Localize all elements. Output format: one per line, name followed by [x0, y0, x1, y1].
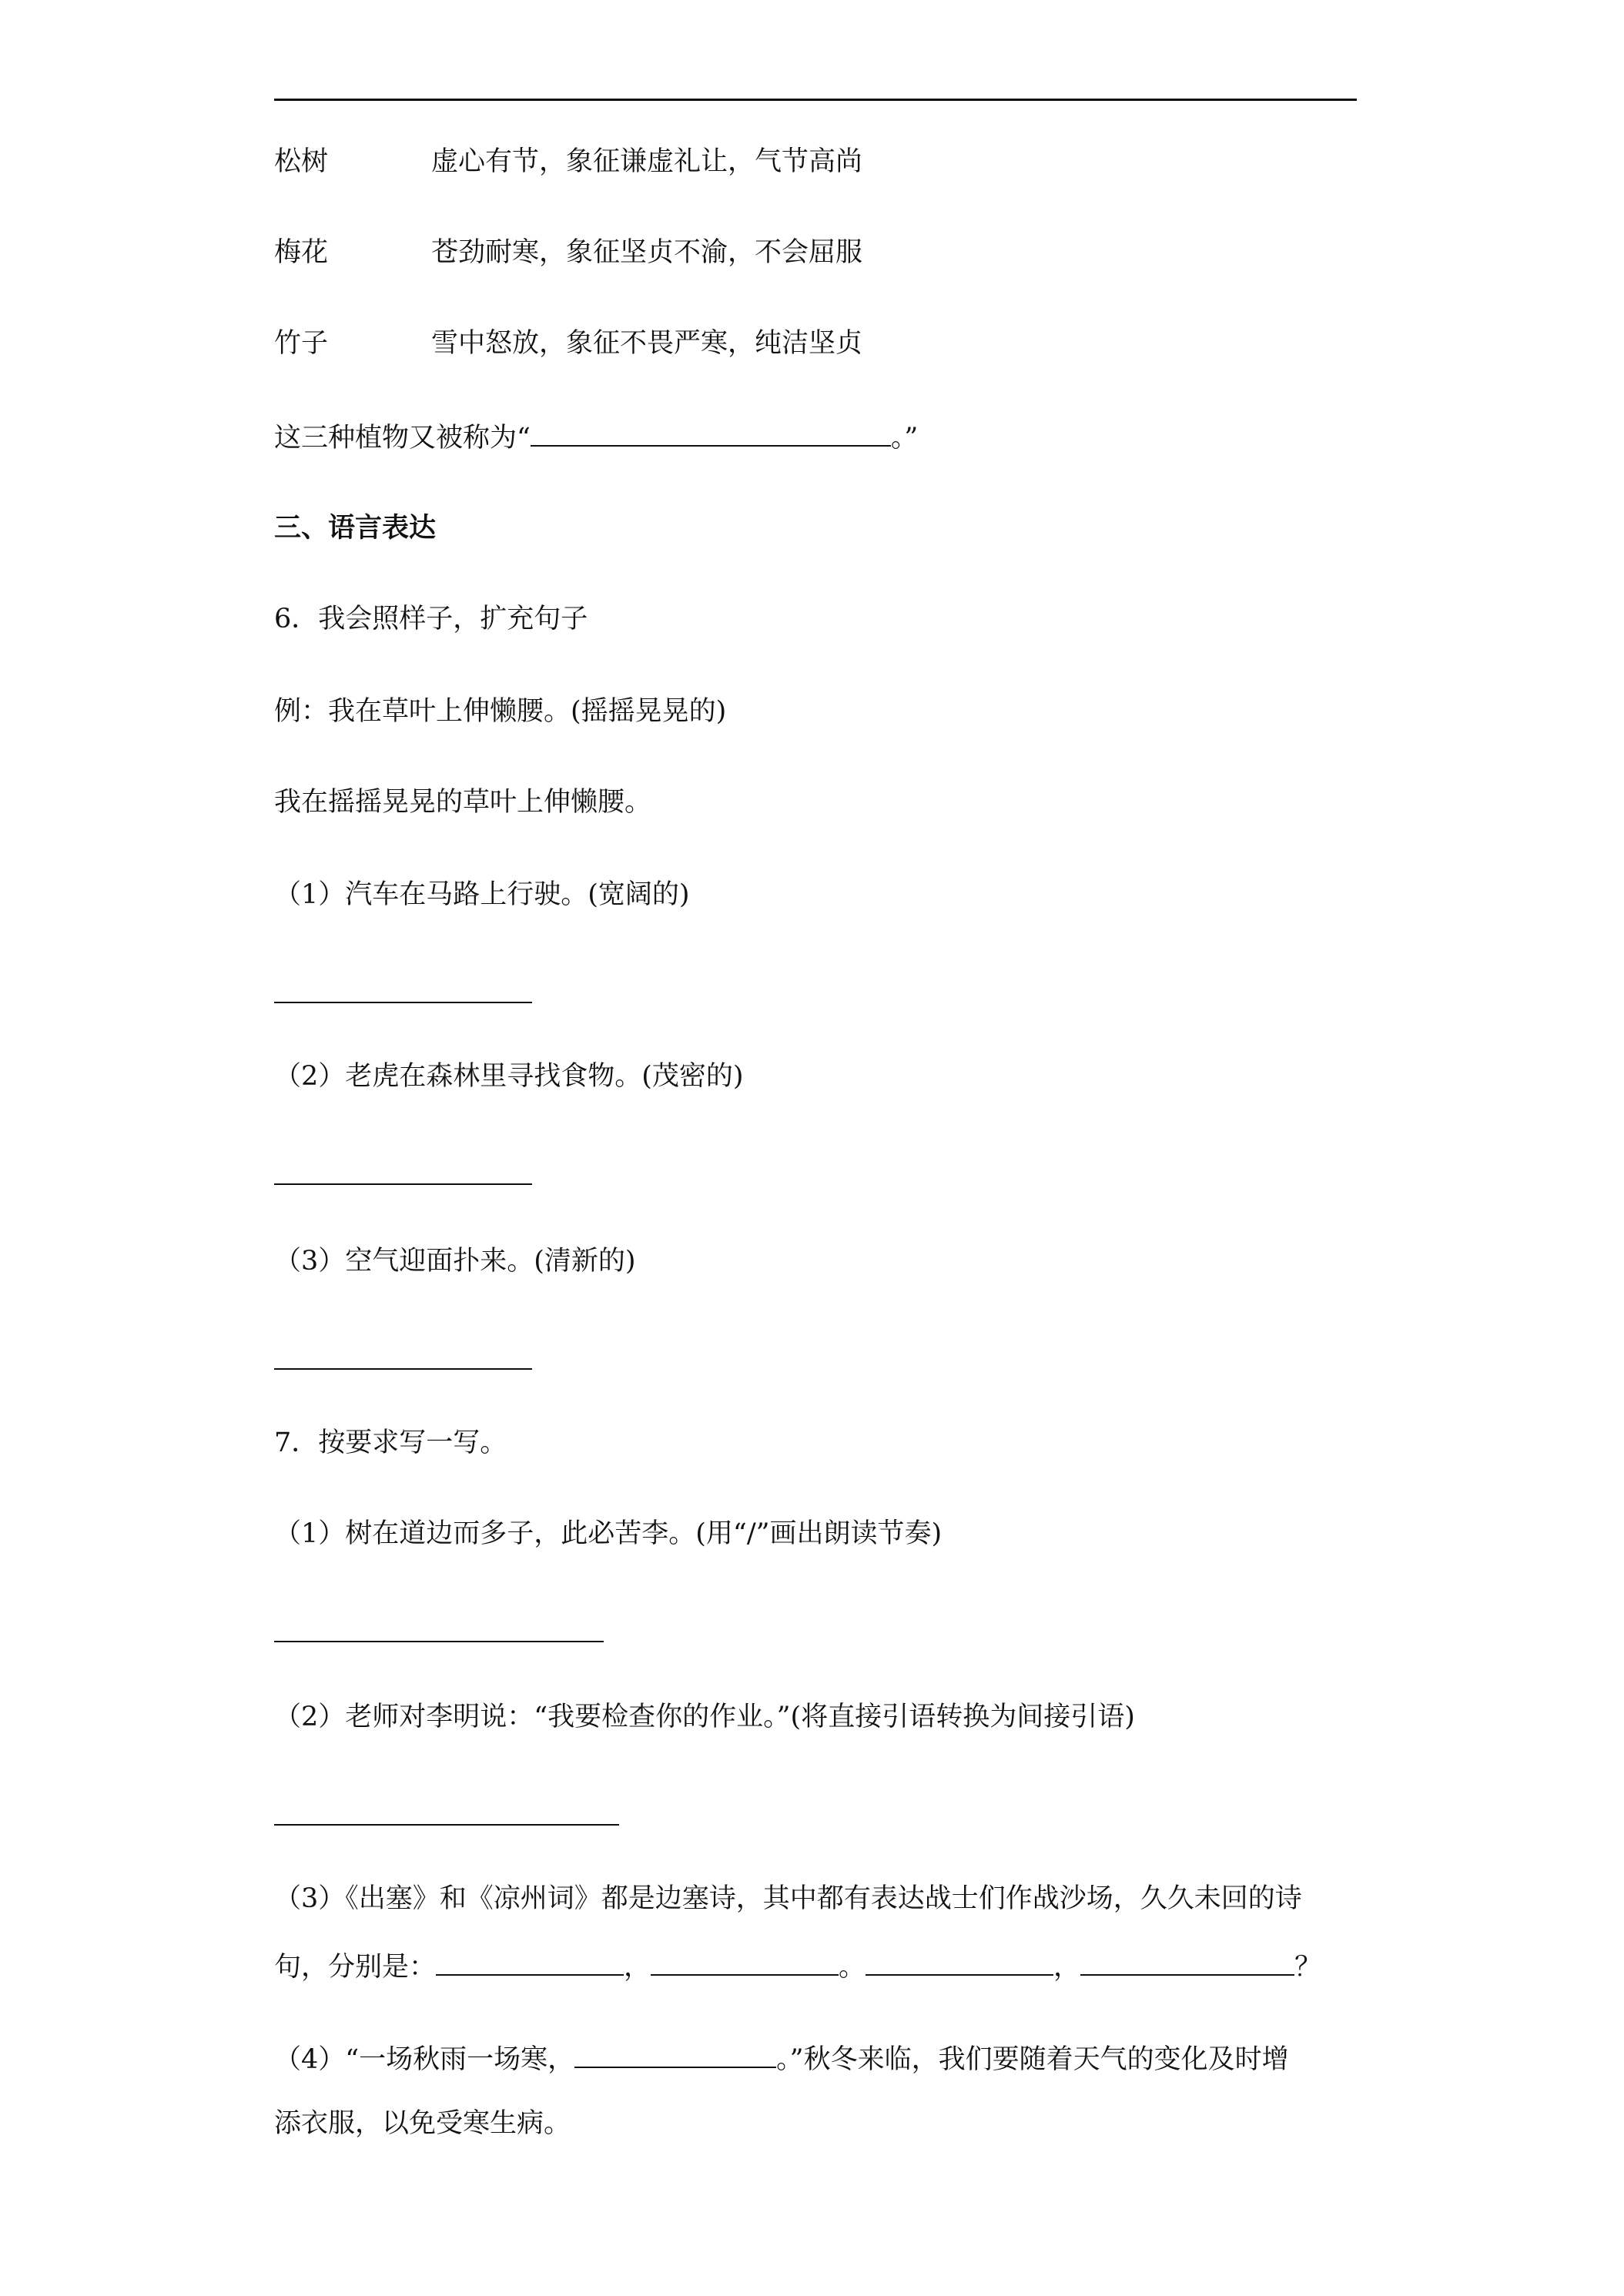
top-divider — [274, 99, 1357, 101]
answer-line[interactable] — [274, 1002, 532, 1003]
item3-prefix: 句，分别是： — [274, 1952, 437, 1983]
question-item: （2）老虎在森林里寻找食物。(茂密的) — [274, 1061, 744, 1092]
question-item: （1）树在道边而多子，此必苦李。(用“/”画出朗读节奏) — [274, 1518, 943, 1549]
plant-description: 虚心有节，象征谦虚礼让，气节高尚 — [431, 146, 863, 177]
question-title: 6．我会照样子，扩充句子 — [274, 604, 588, 634]
answer-blank[interactable] — [1080, 1948, 1294, 1976]
example-sentence: 例：我在草叶上伸懒腰。(摇摇晃晃的) — [274, 696, 727, 727]
answer-blank[interactable] — [574, 2040, 776, 2068]
question-item-continued: 添衣服，以免受寒生病。 — [274, 2108, 571, 2139]
answer-line[interactable] — [274, 1641, 604, 1642]
question-title: 7．按要求写一写。 — [274, 1427, 507, 1458]
question-item: （2）老师对李明说：“我要检查你的作业。”(将直接引语转换为间接引语) — [274, 1702, 1135, 1732]
plant-label: 竹子 — [274, 328, 329, 359]
fill-in-sentence — [274, 419, 918, 455]
item3-separator: ， — [1053, 1952, 1081, 1983]
item4-suffix: 。”秋冬来临，我们要随着天气的变化及时增 — [776, 2044, 1289, 2075]
plant-description: 雪中怒放，象征不畏严寒，纯洁坚贞 — [431, 328, 863, 359]
answer-blank[interactable] — [531, 419, 891, 447]
answer-blank[interactable] — [866, 1948, 1053, 1976]
item4-prefix: （4）“一场秋雨一场寒， — [274, 2044, 575, 2075]
answer-blank[interactable] — [436, 1948, 624, 1976]
question-item-continued — [274, 1948, 1321, 1984]
question-item — [274, 2040, 1289, 2077]
question-item: （3）《出塞》和《凉州词》都是边塞诗，其中都有表达战士们作战沙场，久久未回的诗 — [274, 1883, 1302, 1914]
section-heading: 三、语言表达 — [274, 512, 437, 544]
answer-line[interactable] — [274, 1183, 532, 1185]
answer-line[interactable] — [274, 1368, 532, 1370]
fill-prefix: 这三种植物又被称为“ — [274, 423, 531, 454]
fill-suffix: 。” — [890, 423, 919, 454]
item3-separator: 。 — [839, 1952, 866, 1983]
plant-label: 松树 — [274, 146, 329, 177]
question-item: （1）汽车在马路上行驶。(宽阔的) — [274, 879, 690, 910]
answer-blank[interactable] — [651, 1948, 839, 1976]
item3-end: ？ — [1294, 1952, 1322, 1983]
question-item: （3）空气迎面扑来。(清新的) — [274, 1246, 636, 1277]
example-answer: 我在摇摇晃晃的草叶上伸懒腰。 — [274, 787, 652, 818]
plant-description: 苍劲耐寒，象征坚贞不渝，不会屈服 — [431, 237, 863, 268]
item3-separator: ， — [624, 1952, 651, 1983]
plant-label: 梅花 — [274, 237, 329, 268]
answer-line[interactable] — [274, 1824, 619, 1826]
